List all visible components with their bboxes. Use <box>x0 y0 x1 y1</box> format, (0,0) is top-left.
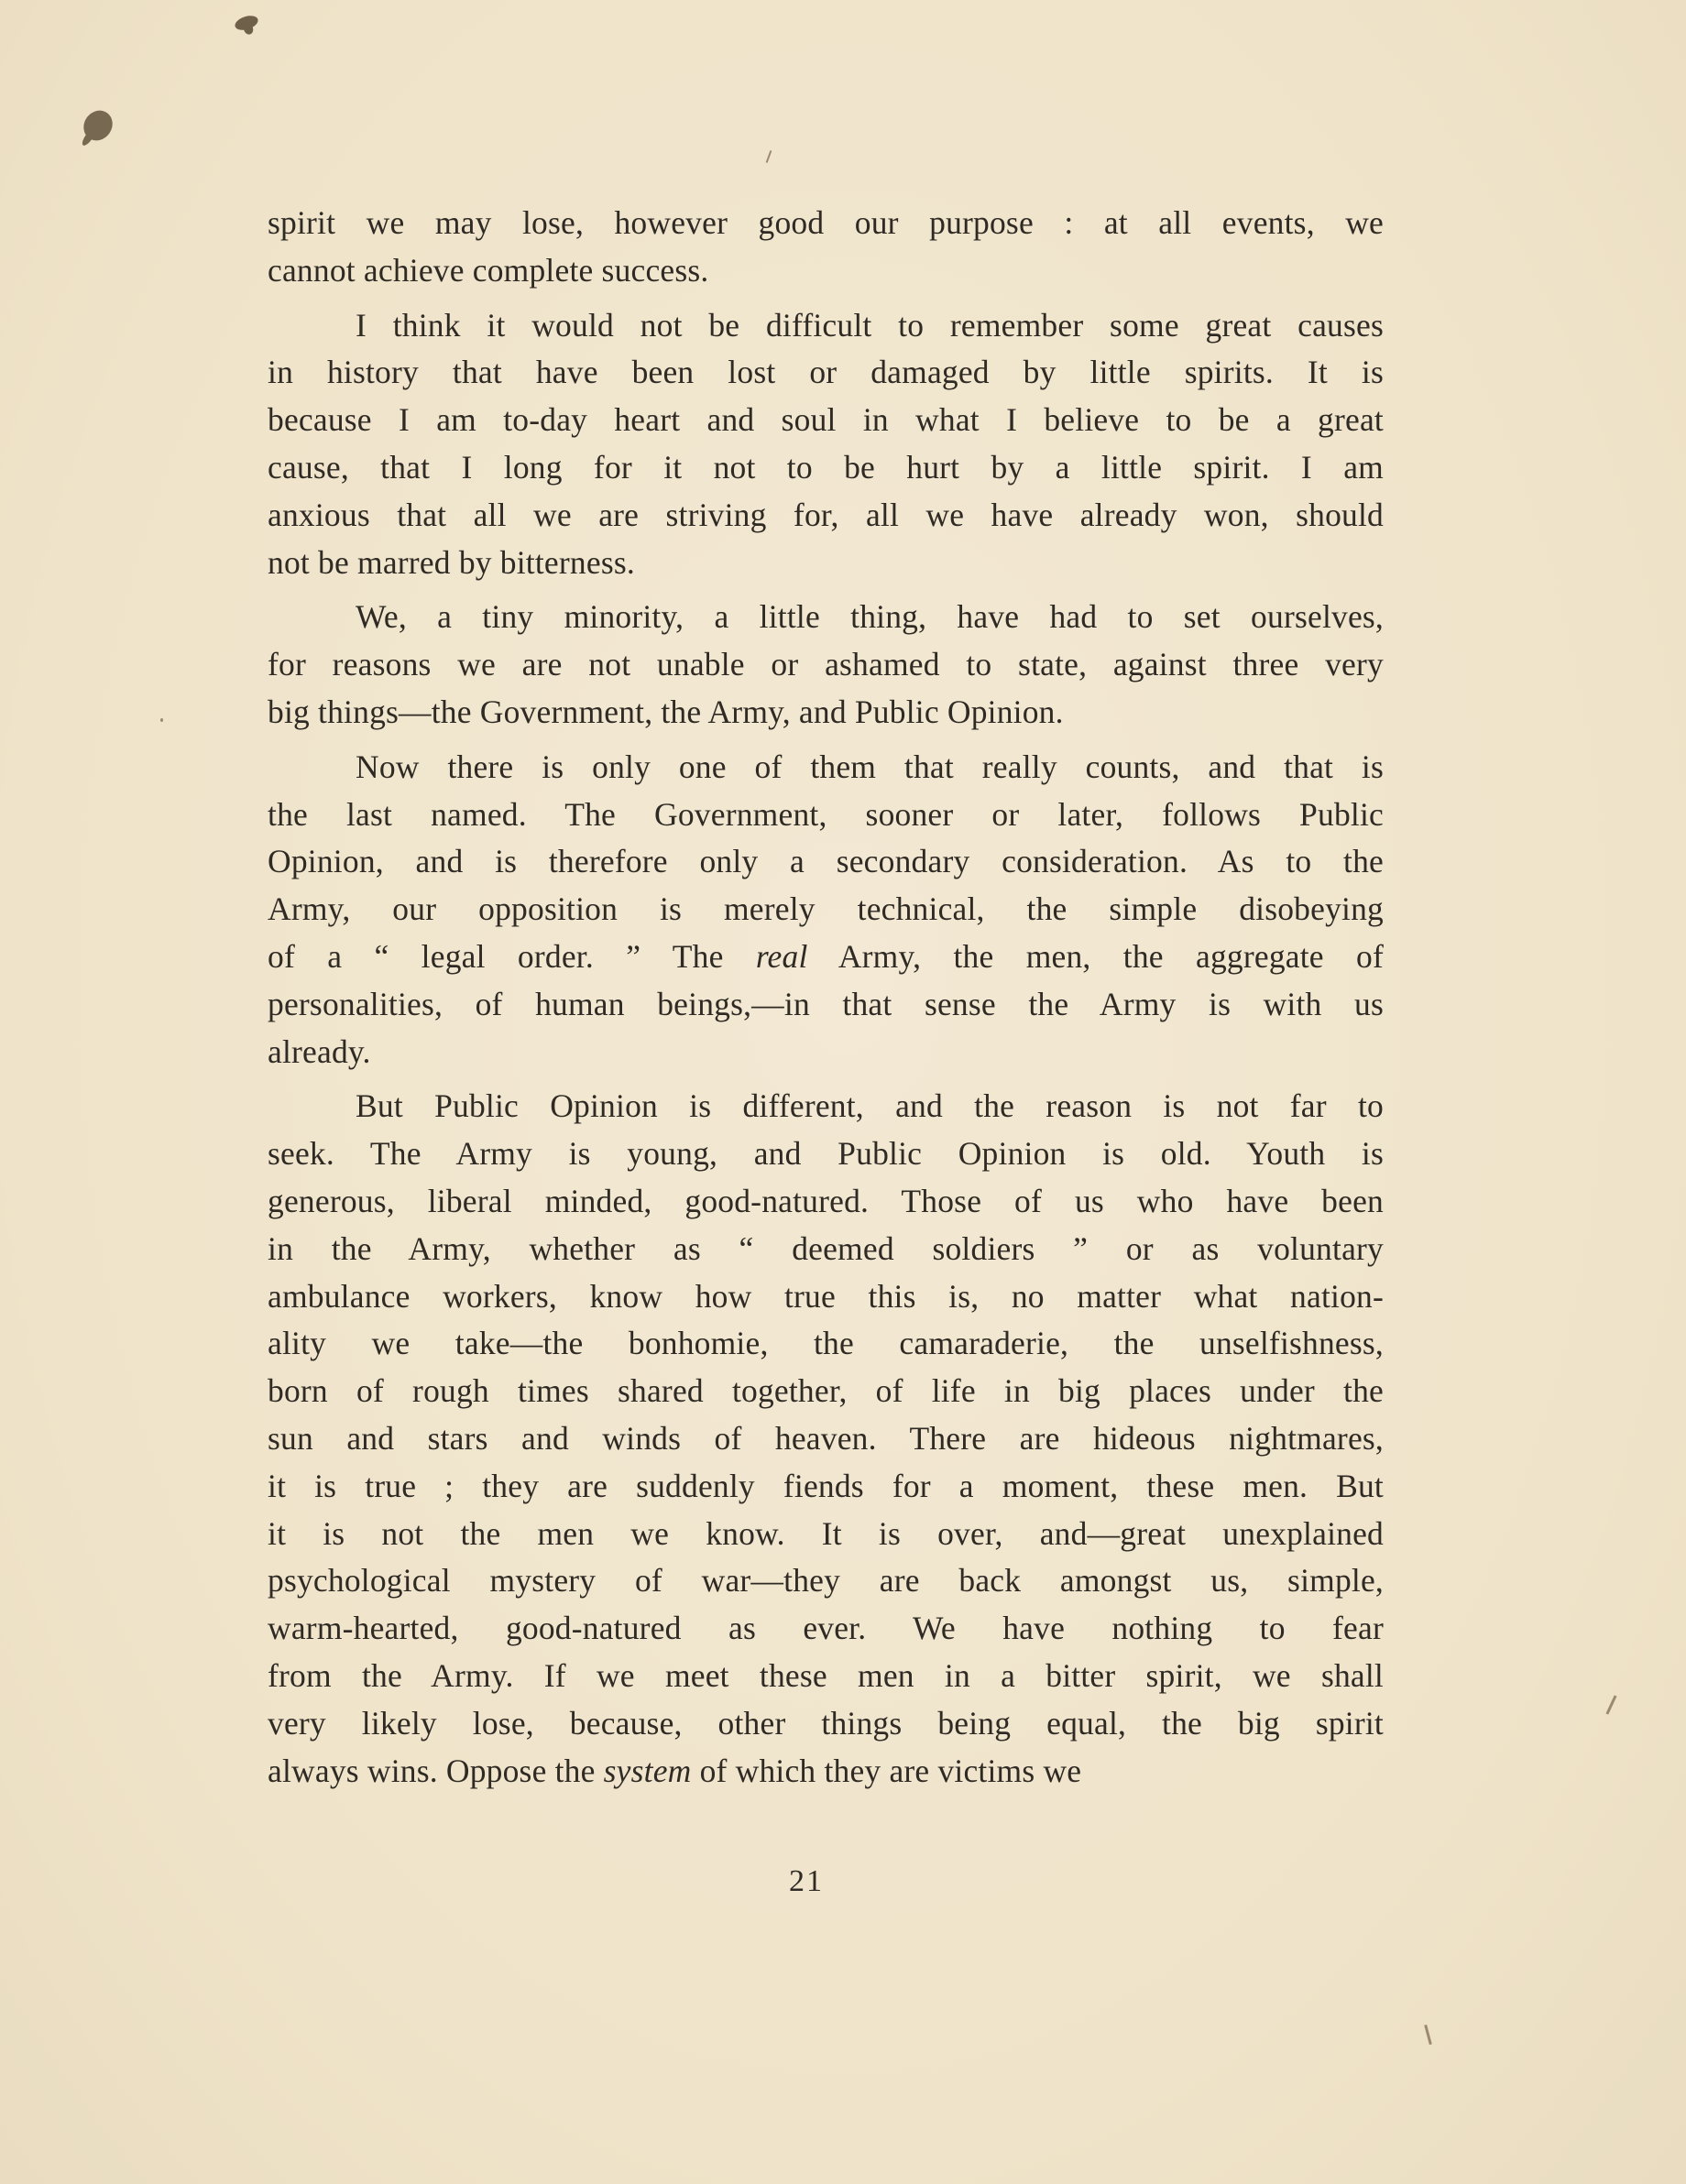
text-line: Opinion, and is therefore only a secondary consideration. As to the <box>268 843 1384 880</box>
text-line: from the Army. If we meet these men in a bitter spirit, we shall <box>268 1656 1384 1694</box>
paragraph-gap <box>268 295 1384 302</box>
text-line: in history that have been lost or damaged by little spirits. It is <box>268 354 1384 391</box>
text-line: seek. The Army is young, and Public Opinion is old. Youth is <box>268 1135 1384 1173</box>
text-line: cause, that I long for it not to be hurt by a little spirit. I am <box>268 448 1384 486</box>
text-line: cannot achieve complete success. <box>268 251 709 289</box>
text-line: personalities, of human beings,—in that sense the Army is with us <box>268 985 1384 1022</box>
text-line: for reasons we are not unable or ashamed to state, against three very <box>268 646 1384 683</box>
paper-speck <box>1424 2025 1432 2045</box>
text-line: already. <box>268 1032 371 1070</box>
text-line: big things—the Government, the Army, and Public Opinion. <box>268 693 1064 730</box>
paragraph <box>268 594 1384 736</box>
text-line: warm-hearted, good-natured as ever. We have nothing to fear <box>268 1610 1384 1647</box>
ink-blot <box>233 13 259 32</box>
text-line: sun and stars and winds of heaven. There are hideous nightmares, <box>268 1419 1384 1457</box>
paragraph-gap <box>268 737 1384 744</box>
text-line: in the Army, whether as “ deemed soldiers ” or as voluntary <box>268 1229 1384 1267</box>
text-line: of a “ legal order. ” The real Army, the men, the aggregate of <box>268 937 1384 975</box>
paragraph <box>268 1083 1384 1795</box>
ink-blot <box>78 104 118 146</box>
text-line: always wins. Oppose the system of which they are victims we <box>268 1752 1082 1789</box>
paper-speck <box>160 718 163 722</box>
paragraph <box>268 744 1384 1076</box>
text-line: not be marred by bitterness. <box>268 543 635 581</box>
text-line: Army, our opposition is merely technical, the simple disobeying <box>268 890 1384 928</box>
text-line: it is not the men we know. It is over, and—great unexplained <box>268 1514 1384 1552</box>
paragraph-gap <box>268 1076 1384 1083</box>
page-number: 21 <box>789 1864 824 1898</box>
text-line: Now there is only one of them that really counts, and that is <box>356 748 1384 785</box>
text-line: ality we take—the bonhomie, the camaraderie, the unselfishness, <box>268 1325 1384 1362</box>
paragraph <box>268 302 1384 587</box>
text-line: generous, liberal minded, good-natured. Those of us who have been <box>268 1182 1384 1219</box>
paper-speck <box>766 150 772 163</box>
text-line: ambulance workers, know how true this is, no matter what nation- <box>268 1277 1384 1315</box>
text-line: very likely lose, because, other things being equal, the big spirit <box>268 1704 1384 1742</box>
text-line: anxious that all we are striving for, all we have already won, should <box>268 496 1384 533</box>
text-line: because I am to-day heart and soul in what I believe to be a great <box>268 401 1384 439</box>
paragraph-gap <box>268 586 1384 594</box>
text-line: I think it would not be difficult to remember some great causes <box>356 306 1384 344</box>
text-line: We, a tiny minority, a little thing, have had to set ourselves, <box>356 598 1384 636</box>
text-line: spirit we may lose, however good our purpose : at all events, we <box>268 204 1384 241</box>
paragraph <box>268 200 1384 295</box>
text-line: born of rough times shared together, of life in big places under the <box>268 1372 1384 1410</box>
paper-speck <box>1605 1695 1616 1714</box>
text-line: the last named. The Government, sooner or later, follows Public <box>268 795 1384 833</box>
text-line: psychological mystery of war—they are back amongst us, simple, <box>268 1562 1384 1600</box>
text-line: it is true ; they are suddenly fiends for a moment, these men. But <box>268 1467 1384 1504</box>
text-line: But Public Opinion is different, and the reason is not far to <box>356 1087 1384 1125</box>
body-text <box>268 200 1384 1795</box>
